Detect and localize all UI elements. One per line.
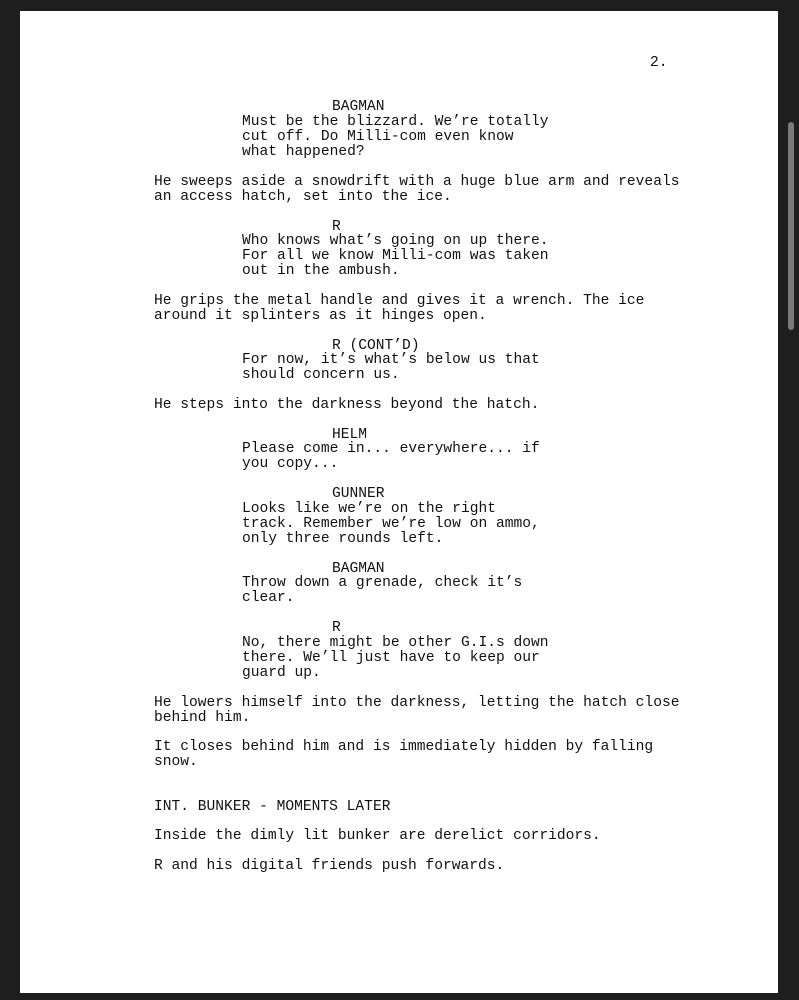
character-name: R	[332, 620, 341, 636]
scene-heading: INT. BUNKER - MOMENTS LATER	[154, 799, 391, 815]
character-name: BAGMAN	[332, 561, 385, 577]
dialogue: For now, it’s what’s below us that should concern us.	[242, 352, 540, 383]
character-name: BAGMAN	[332, 99, 385, 115]
dialogue: Please come in... everywhere... if you copy...	[242, 441, 540, 472]
character-name: R (CONT’D)	[332, 338, 420, 354]
dialogue: Looks like we’re on the right track. Remember we’re low on ammo, only three rounds left.	[242, 501, 540, 547]
action-line: He grips the metal handle and gives it a wrench. The ice around it splinters as it hinges open.	[154, 293, 645, 324]
action-line: He sweeps aside a snowdrift with a huge blue arm and reveals an access hatch, set into the ice.	[154, 174, 680, 205]
dialogue: No, there might be other G.I.s down there. We’ll just have to keep our guard up.	[242, 635, 549, 681]
dialogue: Who knows what’s going on up there. For all we know Milli-com was taken out in the ambush.	[242, 233, 549, 279]
action-line: He steps into the darkness beyond the hatch.	[154, 397, 540, 413]
character-name: HELM	[332, 427, 368, 443]
action-line: It closes behind him and is immediately hidden by falling snow.	[154, 739, 654, 770]
action-line: He lowers himself into the darkness, letting the hatch close behind him.	[154, 695, 680, 726]
character-name: R	[332, 219, 341, 235]
page-number: 2.	[650, 55, 668, 71]
dialogue: Must be the blizzard. We’re totally cut off. Do Milli-com even know what happened?	[242, 114, 549, 160]
action-line: R and his digital friends push forwards.	[154, 858, 505, 874]
character-name: GUNNER	[332, 486, 385, 502]
action-line: Inside the dimly lit bunker are derelict corridors.	[154, 828, 601, 844]
vertical-scrollbar[interactable]	[788, 122, 794, 330]
script-page	[20, 11, 778, 993]
dialogue: Throw down a grenade, check it’s clear.	[242, 575, 523, 606]
